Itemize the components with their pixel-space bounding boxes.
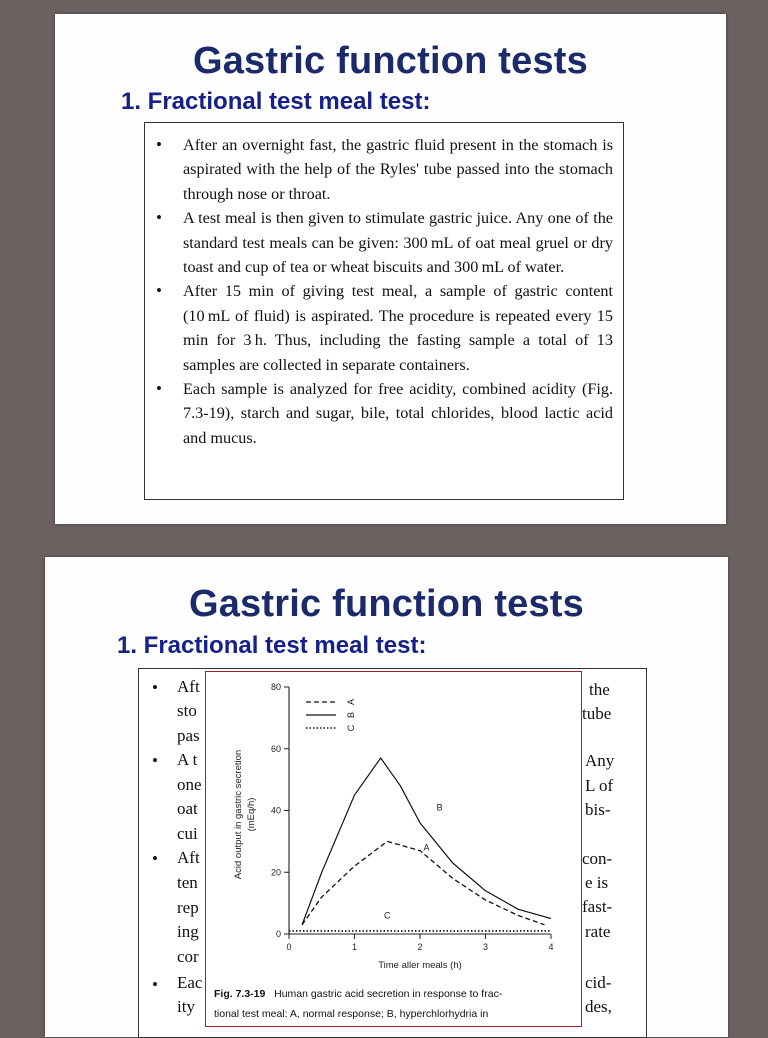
x-axis-label: Time aller meals (h) (378, 960, 462, 971)
right-text-fragment: Any (585, 751, 615, 770)
left-text-fragment: cor (177, 947, 199, 966)
series-annotation-b: B (436, 802, 443, 813)
caption-line-2: tional test meal: A, normal response; B, hyperchlorhydria in (214, 1008, 489, 1020)
left-text-fragment: A t (177, 750, 198, 769)
slide-2-title: Gastric function tests (188, 583, 585, 625)
y-axis-unit-label: (mEq/h) (246, 797, 257, 832)
slide-1-title: Gastric function tests (192, 40, 589, 82)
left-text-fragment: oat (177, 799, 198, 818)
x-tick-label: 4 (548, 942, 554, 952)
bullet-item: • Each sample is analyzed for free acidity, combined acidity (Fig. 7.3-19), starch and sugar, bile, total chlorides, blood lactic acid and mucus. (183, 377, 613, 450)
slide-2 (45, 557, 728, 1037)
caption-label: Fig. 7.3-19 (214, 988, 266, 1000)
slide-1 (55, 14, 726, 524)
legend-label: A (346, 698, 356, 706)
slide-2-subtitle: 1. Fractional test meal test: (117, 632, 427, 659)
x-tick-label: 0 (286, 942, 292, 952)
series-annotation-c: C (384, 910, 391, 921)
right-text-fragment: con- (582, 849, 613, 868)
slide-1-text-box (144, 122, 624, 500)
right-text-fragment: cid- (585, 973, 612, 992)
series-line-a (302, 841, 544, 924)
left-text-fragment: cui (177, 824, 198, 843)
y-tick-label: 80 (270, 682, 281, 692)
figure-gastric-acid-chart (205, 671, 582, 1027)
bullet-dot: • (152, 678, 158, 697)
x-tick-label: 2 (417, 942, 423, 952)
right-text-fragment: rate (585, 922, 611, 941)
right-text-fragment: e is (585, 873, 609, 892)
left-text-fragment: rep (177, 898, 199, 917)
slide-1-subtitle: 1. Fractional test meal test: (121, 88, 431, 115)
left-text-fragment: Aft (177, 677, 200, 696)
left-text-fragment: ten (177, 873, 198, 892)
caption-line-1: Human gastric acid secretion in response to frac- (274, 988, 503, 1000)
left-text-fragment: Eac (177, 973, 203, 992)
figure-caption (214, 984, 579, 1024)
right-text-fragment: the (589, 680, 610, 699)
left-text-fragment: ing (177, 922, 199, 941)
series-annotation-a: A (423, 842, 430, 853)
bullet-dot: • (152, 751, 158, 770)
right-text-fragment: tube (582, 704, 612, 723)
y-tick-label: 60 (270, 743, 281, 754)
y-tick-label: 40 (270, 805, 281, 816)
left-text-fragment: ity (177, 997, 195, 1016)
x-tick-label: 3 (482, 942, 489, 952)
legend-label: C (346, 724, 356, 732)
bullet-list (145, 133, 613, 450)
chart (206, 672, 582, 1027)
bullet-item: • After 15 min of giving test meal, a sample of gastric content (10 mL of fluid) is aspirated. The procedure is repeated every 15 min for 3 h. Thus, including the fasting sample a total of 13 samples are collected in separate containers. (183, 279, 613, 377)
x-tick-label: 1 (351, 942, 358, 952)
left-text-fragment: one (177, 775, 202, 794)
y-axis-label: Acid output in gastric secretion (233, 749, 244, 880)
y-tick-label: 20 (270, 867, 281, 878)
bullet-item: • A test meal is then given to stimulate gastric juice. Any one of the standard test meals can be given: 300 mL of oat meal gruel or dry toast and cup of tea or wheat biscuits and 300 mL of water. (183, 206, 613, 279)
right-text-fragment: des, (585, 997, 612, 1016)
left-text-fragment: pas (177, 726, 200, 745)
bullet-item: • After an overnight fast, the gastric fluid present in the stomach is aspirated with the help of the Ryles' tube passed into the stomach through nose or throat. (183, 133, 613, 206)
right-text-fragment: fast- (582, 897, 613, 916)
series-line-b (302, 758, 551, 925)
y-tick-label: 0 (275, 929, 281, 939)
bullet-dot: • (152, 849, 158, 868)
left-text-fragment: sto (177, 701, 197, 720)
right-text-fragment: bis- (585, 800, 611, 819)
left-text-fragment: Aft (177, 848, 200, 867)
bullet-dot: • (152, 975, 158, 994)
right-text-fragment: L of (585, 776, 614, 795)
legend-label: B (346, 711, 356, 719)
